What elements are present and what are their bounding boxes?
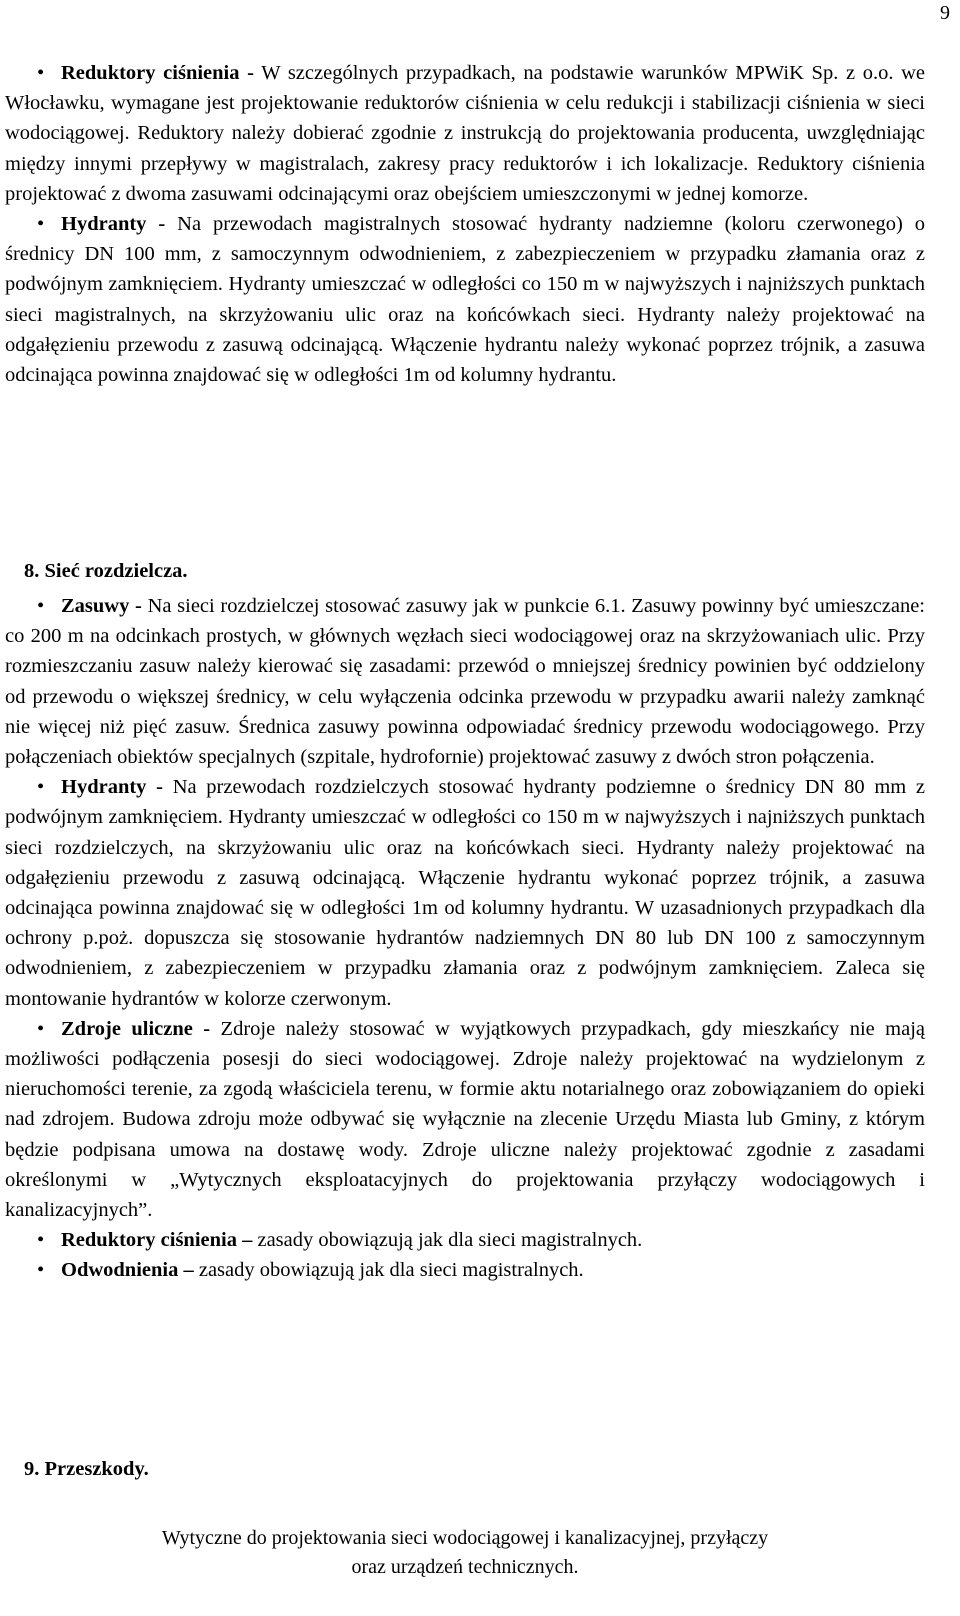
bullet-icon: • bbox=[37, 595, 45, 617]
item-text: zasady obowiązują jak dla sieci magistralnych. bbox=[198, 1259, 584, 1282]
item-title: Zdroje uliczne - bbox=[61, 1017, 211, 1040]
bullet-icon: • bbox=[37, 1259, 45, 1282]
section-heading: 8. Sieć rozdzielcza. bbox=[24, 560, 188, 582]
item-text: W szczególnych przypadkach, na podstawie warunków MPWiK Sp. z o.o. we Włocławku, wymagane jest projektowanie reduktorów ciśnienia w celu redukcji i stabilizacji ciśnienia w sieci wodociągowej. Reduktory należy dobierać zgodnie z instrukcją do projektowania producenta, uwzględniając między innymi przepływy w magistralach, zakresy pracy reduktorów i ich lokalizacje. Reduktory ciśnienia projektować z dwoma zasuwami odcinającymi oraz obejściem umieszczonymi w jednej komorze. bbox=[5, 62, 925, 205]
footer-line: oraz urządzeń technicznych. bbox=[351, 1556, 579, 1578]
bullet-icon: • bbox=[37, 62, 45, 84]
page-footer bbox=[0, 1524, 930, 1582]
item-text: zasady obowiązują jak dla sieci magistralnych. bbox=[257, 1229, 643, 1252]
bullet-icon: • bbox=[37, 1229, 45, 1252]
bullet-icon: • bbox=[37, 213, 45, 236]
bullet-icon: • bbox=[37, 1017, 45, 1040]
item-text: Na przewodach magistralnych stosować hydranty nadziemne (koloru czerwonego) o średnicy DN 100 mm, z samoczynnym odwodnieniem, z zabezpieczeniem w przypadku złamania oraz z podwójnym zamknięciem. Hydranty umieszczać w odległości co 150 m w najwyższych i najniższych punktach sieci magistralnych, na skrzyżowaniu ulic oraz na końcówkach sieci. Hydranty należy projektować na odgałęzieniu przewodu z zasuwą odcinającą. Włączenie hydrantu należy wykonać poprzez trójnik, a zasuwa odcinająca powinna znajdować się w odległości 1m od kolumny hydrantu. bbox=[5, 213, 926, 387]
list-item bbox=[5, 1014, 925, 1225]
item-title: Hydranty - bbox=[61, 776, 163, 799]
section-a bbox=[5, 58, 925, 390]
list-item bbox=[5, 209, 925, 390]
footer-line: Wytyczne do projektowania sieci wodociągowej i kanalizacyjnej, przyłączy bbox=[161, 1527, 769, 1549]
list-item bbox=[5, 58, 925, 209]
bullet-icon: • bbox=[37, 776, 45, 799]
item-title: Odwodnienia – bbox=[61, 1259, 194, 1282]
list-item bbox=[5, 1225, 925, 1255]
page-number: 9 bbox=[940, 2, 950, 24]
list-item bbox=[5, 772, 925, 1014]
item-text: Na sieci rozdzielczej stosować zasuwy jak w punkcie 6.1. Zasuwy powinny być umieszczane: co 200 m na odcinkach prostych, w głównych węzłach sieci wodociągowej oraz na skrzyżowaniach ulic. Przy rozmieszczaniu zasuw należy kierować się zasadami: przewód o mniejszej średnicy powinien być oddzielony od przewodu o większej średnicy, w celu wyłączenia odcinka przewodu w przypadku awarii należy zamknąć nie więcej niż pięć zasuw. Średnica zasuwy powinna odpowiadać średnicy przewodu wodociągowego. Przy połączeniach obiektów specjalnych (szpitale, hydrofornie) projektować zasuwy z dwóch stron połączenia. bbox=[5, 595, 926, 769]
item-title: Reduktory ciśnienia – bbox=[61, 1229, 253, 1252]
item-title: Zasuwy - bbox=[61, 595, 142, 617]
item-text: Zdroje należy stosować w wyjątkowych przypadkach, gdy mieszkańcy nie mają możliwości podłączenia posesji do sieci wodociągowej. Zdroje należy projektować na wydzielonym z nieruchomości terenie, za zgodą właściciela terenu, w formie aktu notarialnego oraz zobowiązaniem do opieki nad zdrojem. Budowa zdroju może odbywać się wyłącznie na zlecenie Urzędu Miasta lub Gminy, z którym będzie podpisana umowa na dostawę wody. Zdroje uliczne należy projektować zgodnie z zasadami określonymi w „Wytycznych eksploatacyjnych do projektowania przyłączy wodociągowych i kanalizacyjnych”. bbox=[5, 1017, 926, 1222]
section-heading: 9. Przeszkody. bbox=[24, 1458, 149, 1480]
item-text: Na przewodach rozdzielczych stosować hydranty podziemne o średnicy DN 80 mm z podwójnym zamknięciem. Hydranty umieszczać w odległości co 150 m w najwyższych i najniższych punktach sieci rozdzielczych, na skrzyżowaniu ulic oraz na końcówkach sieci. Hydranty należy projektować na odgałęzieniu przewodu z zasuwą odcinającą. Włączenie hydrantu wykonać poprzez trójnik, a zasuwa odcinająca powinna znajdować się w odległości 1m od kolumny hydrantu. W uzasadnionych przypadkach dla ochrony p.poż. dopuszcza się stosowanie hydrantów nadziemnych DN 80 lub DN 100 z samoczynnym odwodnieniem, z zabezpieczeniem w przypadku złamania oraz z podwójnym zamknięciem. Zaleca się montowanie hydrantów w kolorze czerwonym. bbox=[5, 776, 926, 1010]
item-title: Reduktory ciśnienia - bbox=[61, 62, 254, 84]
list-item bbox=[5, 591, 925, 772]
list-item bbox=[5, 1255, 925, 1285]
section-8 bbox=[5, 591, 925, 1286]
item-title: Hydranty - bbox=[61, 213, 166, 236]
